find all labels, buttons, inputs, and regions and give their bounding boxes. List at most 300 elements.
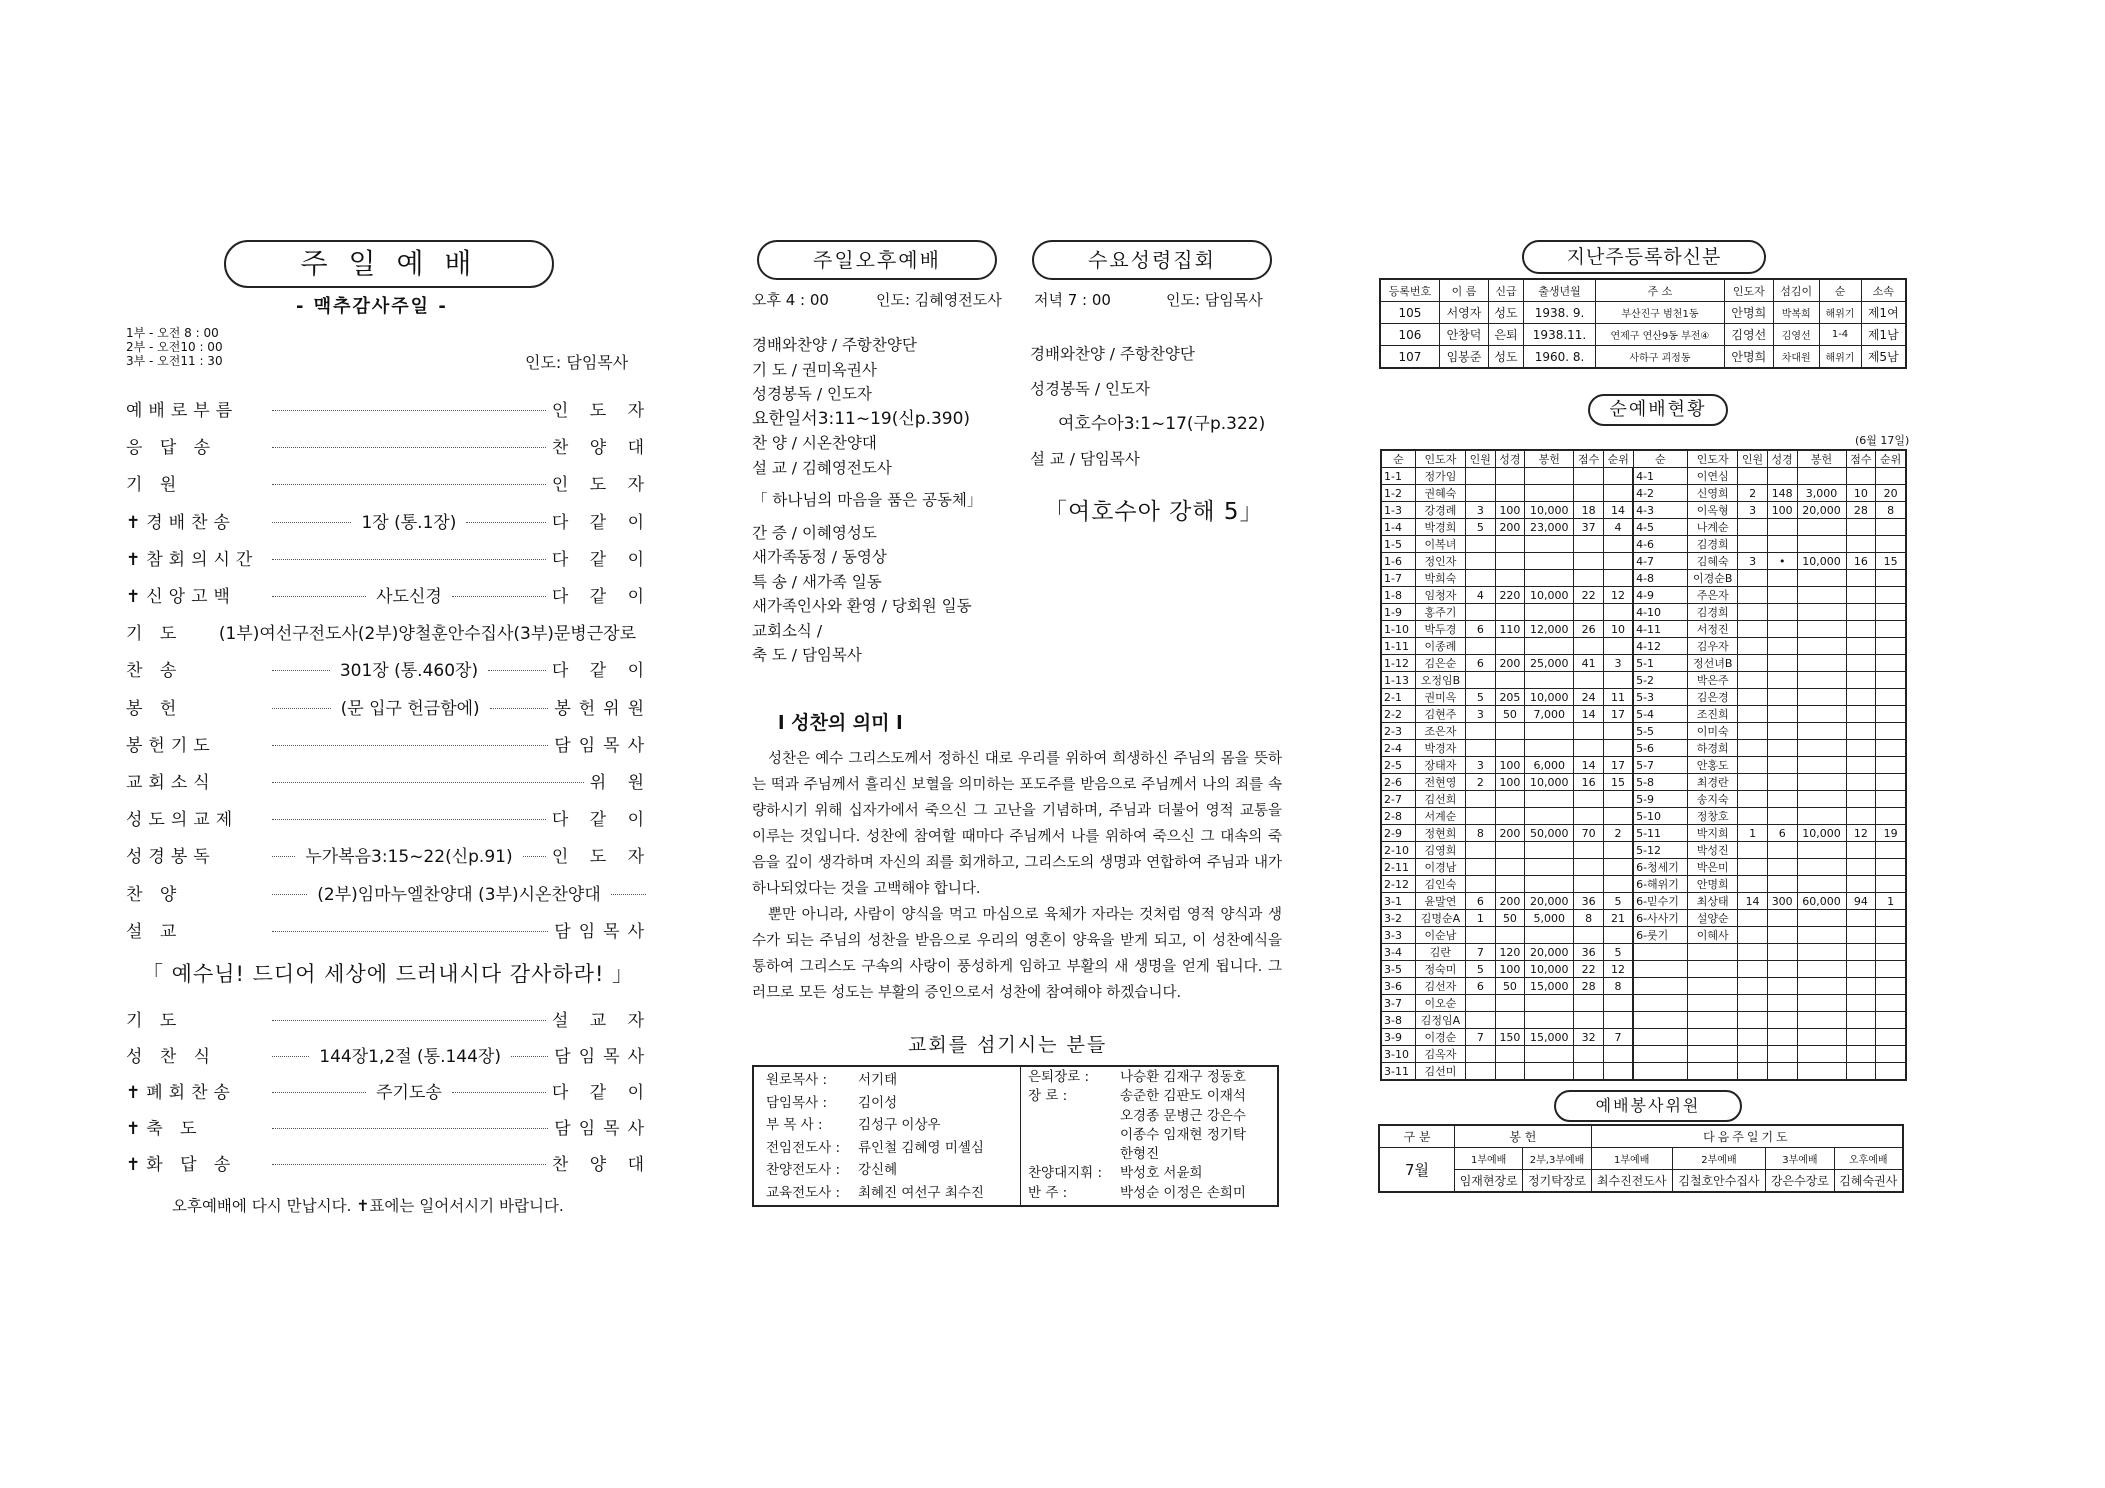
table-cell: [1525, 927, 1574, 944]
table-cell: 12,000: [1525, 621, 1574, 638]
servant-names: 송준한 김판도 이재석: [1120, 1088, 1246, 1105]
table-cell: [1603, 553, 1633, 570]
table-cell: 50: [1495, 978, 1525, 995]
table-cell: 100: [1495, 774, 1525, 791]
attendance-header: 인도자: [1415, 450, 1465, 468]
attendance-header: 인원: [1738, 450, 1768, 468]
table-cell: 1938. 9.: [1523, 302, 1595, 324]
dot-leader: [452, 1092, 546, 1093]
table-cell: 6-룻기: [1633, 927, 1688, 944]
table-cell: 3-6: [1381, 978, 1415, 995]
servant-role: 장 로 :: [1028, 1088, 1068, 1105]
table-cell: [1574, 842, 1604, 859]
table-cell: [1574, 485, 1604, 502]
table-cell: [1574, 468, 1604, 485]
table-cell: [1574, 859, 1604, 876]
table-cell: 김명순A: [1415, 910, 1465, 927]
table-cell: 2: [1738, 485, 1768, 502]
table-cell: [1767, 791, 1797, 808]
table-cell: [1603, 468, 1633, 485]
attendance-header: 인원: [1466, 450, 1496, 468]
table-cell: [1466, 672, 1496, 689]
table-cell: [1738, 978, 1768, 995]
table-cell: [1797, 468, 1846, 485]
table-cell: 김우자: [1688, 638, 1738, 655]
table-cell: 1: [1876, 893, 1906, 910]
table-cell: [1767, 1012, 1797, 1029]
table-cell: 오정임B: [1415, 672, 1465, 689]
attendance-header: 성경: [1495, 450, 1525, 468]
table-row: [1381, 553, 1906, 570]
table-cell: 김인숙: [1415, 876, 1465, 893]
table-row: [1381, 638, 1906, 655]
main-service-subtitle: - 맥추감사주일 -: [296, 296, 448, 317]
newcomers-header: 이 름: [1439, 279, 1488, 302]
table-row: [1381, 485, 1906, 502]
table-cell: [1495, 859, 1525, 876]
table-cell: 1-1: [1381, 468, 1415, 485]
table-cell: 25,000: [1525, 655, 1574, 672]
table-cell: [1466, 604, 1496, 621]
order-responsible: 다 같 이: [551, 587, 652, 607]
table-cell: 김정임A: [1415, 1012, 1465, 1029]
order-row: [126, 805, 652, 830]
order-detail: 주기도송: [376, 1083, 442, 1103]
table-cell: [1466, 1063, 1496, 1081]
table-cell: [1797, 519, 1846, 536]
table-cell: [1767, 604, 1797, 621]
table-cell: 해위기: [1819, 346, 1861, 369]
table-cell: 박경희: [1415, 519, 1465, 536]
table-cell: [1495, 1046, 1525, 1063]
table-cell: 15: [1876, 553, 1906, 570]
table-cell: [1797, 672, 1846, 689]
afternoon-line: 설 교 / 김혜영전도사: [752, 458, 892, 477]
table-row: [1381, 876, 1906, 893]
order-row: [126, 656, 652, 681]
table-cell: 3,000: [1797, 485, 1846, 502]
servants-title: 교회를 섬기시는 분들: [908, 1034, 1108, 1056]
order-row: [126, 433, 652, 458]
table-cell: [1767, 672, 1797, 689]
table-cell: 106: [1380, 324, 1439, 346]
table-cell: [1574, 570, 1604, 587]
table-cell: 20,000: [1797, 502, 1846, 519]
table-cell: [1738, 1012, 1768, 1029]
table-cell: 송지숙: [1688, 791, 1738, 808]
order-label: 성도의교제: [126, 810, 239, 831]
table-cell: [1603, 723, 1633, 740]
table-cell: 20,000: [1525, 893, 1574, 910]
volunteers-sub: 1부예배: [1455, 1148, 1523, 1170]
servant-role: 찬양대지휘 :: [1028, 1165, 1103, 1182]
order-row: [126, 1006, 652, 1031]
order-row: [126, 842, 652, 867]
table-row: [1381, 655, 1906, 672]
afternoon-time: 오후 4 : 00: [752, 291, 829, 309]
table-cell: 3: [1738, 553, 1768, 570]
table-cell: [1797, 655, 1846, 672]
table-cell: 해위기: [1819, 302, 1861, 324]
table-cell: [1738, 808, 1768, 825]
table-cell: [1495, 808, 1525, 825]
table-cell: [1603, 995, 1633, 1012]
dot-leader: [272, 782, 584, 783]
table-cell: [1797, 706, 1846, 723]
table-row: [1381, 774, 1906, 791]
table-cell: [1738, 604, 1768, 621]
table-cell: [1797, 536, 1846, 553]
order-responsible: 담임목사: [554, 1047, 652, 1067]
table-cell: 7: [1466, 944, 1496, 961]
table-cell: [1797, 859, 1846, 876]
table-row: [1381, 893, 1906, 910]
table-cell: [1525, 570, 1574, 587]
table-cell: 윤말연: [1415, 893, 1465, 910]
table-cell: [1846, 1029, 1876, 1046]
table-cell: 안명희: [1688, 876, 1738, 893]
table-cell: 박경자: [1415, 740, 1465, 757]
table-cell: 4-3: [1633, 502, 1688, 519]
table-cell: 홍주기: [1415, 604, 1465, 621]
table-cell: 김란: [1415, 944, 1465, 961]
table-cell: 10,000: [1525, 774, 1574, 791]
table-cell: 2-12: [1381, 876, 1415, 893]
table-row: [1381, 757, 1906, 774]
table-cell: 5: [1466, 961, 1496, 978]
table-cell: [1574, 723, 1604, 740]
afternoon-line: 경배와찬양 / 주항찬양단: [752, 336, 917, 354]
table-cell: 2: [1466, 774, 1496, 791]
table-cell: 5-1: [1633, 655, 1688, 672]
table-cell: [1603, 638, 1633, 655]
table-cell: [1525, 1046, 1574, 1063]
table-cell: [1495, 553, 1525, 570]
main-service-title: 주 일 예 배: [300, 247, 478, 280]
table-row: [1381, 944, 1906, 961]
table-cell: 3-4: [1381, 944, 1415, 961]
table-cell: [1525, 536, 1574, 553]
table-cell: 60,000: [1797, 893, 1846, 910]
table-cell: [1525, 1012, 1574, 1029]
table-cell: [1876, 791, 1906, 808]
afternoon-line: 새가족동정 / 동영상: [752, 548, 887, 566]
table-cell: [1846, 910, 1876, 927]
table-cell: 11: [1603, 689, 1633, 706]
order-row: [126, 768, 652, 793]
wednesday-line: 성경봉독 / 인도자: [1030, 380, 1150, 398]
table-cell: 18: [1574, 502, 1604, 519]
table-cell: [1525, 995, 1574, 1012]
table-cell: [1767, 536, 1797, 553]
volunteers-title: 예배봉사위원: [1595, 1096, 1701, 1115]
newcomers-header: 소속: [1861, 279, 1906, 302]
order-responsible: 찬 양 대: [551, 438, 652, 459]
table-cell: 6: [1466, 978, 1496, 995]
order-label: 찬 양: [126, 884, 183, 905]
servant-line: [1028, 1087, 1246, 1106]
table-cell: [1876, 1029, 1906, 1046]
table-cell: 5-10: [1633, 808, 1688, 825]
table-cell: [1495, 995, 1525, 1012]
table-cell: 150: [1495, 1029, 1525, 1046]
table-cell: 김은순: [1415, 655, 1465, 672]
table-cell: [1797, 1029, 1846, 1046]
order-detail: (1부)여선구전도사(2부)양철훈안수집사(3부)문병근장로: [218, 624, 636, 645]
table-cell: [1633, 1029, 1688, 1046]
table-cell: [1767, 842, 1797, 859]
table-cell: 정창호: [1688, 808, 1738, 825]
table-cell: [1688, 1029, 1738, 1046]
servant-role: 반 주 :: [1028, 1184, 1068, 1201]
servants-box: [752, 1065, 1279, 1207]
dot-leader: [272, 894, 307, 895]
table-cell: [1797, 587, 1846, 604]
table-cell: [1688, 995, 1738, 1012]
dot-leader: [272, 1128, 548, 1129]
order-detail: (2부)임마누엘찬양대 (3부)시온찬양대: [317, 884, 601, 905]
table-cell: [1767, 978, 1797, 995]
order-label: 기 도: [126, 624, 183, 645]
table-cell: 7: [1603, 1029, 1633, 1046]
table-cell: [1876, 638, 1906, 655]
table-cell: [1738, 927, 1768, 944]
table-cell: 10,000: [1525, 961, 1574, 978]
table-cell: 10,000: [1525, 689, 1574, 706]
order-responsible: 인 도 자: [551, 475, 652, 496]
dot-leader: [466, 522, 545, 523]
table-cell: 5-9: [1633, 791, 1688, 808]
servant-role: 담임목사 :: [766, 1094, 828, 1111]
service-time-3: 3부 - 오전11 : 30: [126, 354, 223, 368]
order-label: 교회소식: [126, 773, 216, 793]
table-cell: 3-1: [1381, 893, 1415, 910]
table-cell: 1938.11.: [1523, 324, 1595, 346]
table-cell: 21: [1603, 910, 1633, 927]
table-cell: [1738, 1046, 1768, 1063]
servant-line: [766, 1069, 984, 1092]
afternoon-service-title-box: [757, 240, 997, 280]
table-cell: [1876, 757, 1906, 774]
table-cell: 12: [1603, 961, 1633, 978]
order-row: [126, 1042, 652, 1067]
servant-names: 강신혜: [858, 1162, 898, 1178]
table-cell: 50: [1495, 706, 1525, 723]
table-cell: [1876, 536, 1906, 553]
table-cell: [1846, 961, 1876, 978]
order-label: 응 답 송: [126, 438, 217, 459]
table-cell: [1876, 944, 1906, 961]
attendance-header-row: [1381, 450, 1906, 468]
table-cell: 3-7: [1381, 995, 1415, 1012]
table-cell: [1846, 468, 1876, 485]
table-cell: [1603, 740, 1633, 757]
attendance-title: 순예배현황: [1609, 399, 1707, 420]
table-cell: [1846, 757, 1876, 774]
dot-leader: [272, 522, 351, 523]
table-cell: [1466, 859, 1496, 876]
volunteers-month: 7월: [1379, 1148, 1455, 1193]
table-cell: [1846, 995, 1876, 1012]
table-cell: 23,000: [1525, 519, 1574, 536]
volunteers-title-box: [1554, 1090, 1742, 1122]
table-cell: [1797, 1063, 1846, 1081]
table-cell: [1525, 876, 1574, 893]
newcomers-header: 신급: [1489, 279, 1524, 302]
table-cell: 6: [1466, 893, 1496, 910]
wednesday-line: 설 교 / 담임목사: [1030, 450, 1140, 468]
table-cell: 전현영: [1415, 774, 1465, 791]
table-cell: [1846, 706, 1876, 723]
attendance-header: 점수: [1574, 450, 1604, 468]
table-cell: [1767, 655, 1797, 672]
table-cell: [1876, 927, 1906, 944]
table-cell: [1738, 842, 1768, 859]
table-cell: 5-7: [1633, 757, 1688, 774]
table-row: [1381, 910, 1906, 927]
table-cell: 15,000: [1525, 978, 1574, 995]
table-cell: [1876, 978, 1906, 995]
table-cell: 4: [1466, 587, 1496, 604]
table-cell: 2: [1603, 825, 1633, 842]
table-cell: 22: [1574, 587, 1604, 604]
table-cell: 3-5: [1381, 961, 1415, 978]
table-cell: 3-9: [1381, 1029, 1415, 1046]
table-row: [1381, 1029, 1906, 1046]
table-cell: 은퇴: [1489, 324, 1524, 346]
order-label: ✝화 답 송: [126, 1155, 237, 1175]
afternoon-line: 새가족인사와 환영 / 당회원 일동: [752, 597, 972, 615]
table-cell: 김선자: [1415, 978, 1465, 995]
servant-names: 한형진: [1120, 1146, 1160, 1163]
table-cell: [1466, 740, 1496, 757]
table-cell: 김경희: [1688, 604, 1738, 621]
table-cell: [1466, 876, 1496, 893]
table-cell: 2-9: [1381, 825, 1415, 842]
servant-line: [1028, 1145, 1246, 1164]
volunteers-sub: 2부,3부예배: [1523, 1148, 1591, 1170]
dot-leader: [272, 484, 546, 485]
table-cell: 김선미: [1415, 1063, 1465, 1081]
table-cell: 94: [1846, 893, 1876, 910]
table-cell: [1876, 655, 1906, 672]
attendance-table: [1380, 449, 1907, 1081]
order-detail: 144장1,2절 (통.144장): [319, 1047, 501, 1067]
table-row: [1381, 825, 1906, 842]
table-cell: 50,000: [1525, 825, 1574, 842]
table-cell: [1767, 995, 1797, 1012]
table-cell: 4-8: [1633, 570, 1688, 587]
afternoon-line: 찬 양 / 시온찬양대: [752, 434, 877, 452]
table-cell: 1-11: [1381, 638, 1415, 655]
table-cell: [1495, 842, 1525, 859]
table-cell: 정선녀B: [1688, 655, 1738, 672]
table-cell: 2-2: [1381, 706, 1415, 723]
table-cell: 2-4: [1381, 740, 1415, 757]
table-cell: 안홍도: [1688, 757, 1738, 774]
table-cell: 하경희: [1688, 740, 1738, 757]
table-cell: 14: [1603, 502, 1633, 519]
table-cell: 4-7: [1633, 553, 1688, 570]
table-cell: 3: [1738, 502, 1768, 519]
table-cell: 권혜숙: [1415, 485, 1465, 502]
table-cell: [1495, 468, 1525, 485]
table-cell: [1876, 621, 1906, 638]
table-cell: [1876, 706, 1906, 723]
table-cell: [1876, 910, 1906, 927]
table-cell: 박은미: [1688, 859, 1738, 876]
table-row: [1381, 689, 1906, 706]
table-cell: 220: [1495, 587, 1525, 604]
table-cell: 권미옥: [1415, 689, 1465, 706]
order-label: 성 찬 식: [126, 1047, 217, 1067]
attendance-header: 순위: [1876, 450, 1906, 468]
volunteer-name: 강은수장로: [1766, 1170, 1834, 1193]
table-cell: [1846, 638, 1876, 655]
table-cell: [1525, 791, 1574, 808]
table-cell: 200: [1495, 893, 1525, 910]
table-cell: [1738, 621, 1768, 638]
table-cell: 박두경: [1415, 621, 1465, 638]
table-cell: [1633, 1046, 1688, 1063]
table-cell: 6-믿수기: [1633, 893, 1688, 910]
table-cell: 4-11: [1633, 621, 1688, 638]
afternoon-line: 요한일서3:11~19(신p.390): [752, 408, 971, 429]
table-cell: 20,000: [1525, 944, 1574, 961]
table-row: [1381, 1063, 1906, 1081]
table-cell: 2-6: [1381, 774, 1415, 791]
attendance-header: 봉헌: [1797, 450, 1846, 468]
newcomers-title-box: [1522, 240, 1766, 274]
table-cell: 김영희: [1415, 842, 1465, 859]
table-cell: [1495, 723, 1525, 740]
sermon-title: 「 예수님! 드디어 세상에 드러내시다 감사하라! 」: [142, 962, 635, 986]
servants-left: [766, 1069, 984, 1204]
table-cell: 10,000: [1797, 825, 1846, 842]
table-cell: [1603, 927, 1633, 944]
dot-leader: [272, 745, 548, 746]
table-cell: [1738, 859, 1768, 876]
servant-names: 박성호 서윤희: [1120, 1165, 1203, 1182]
newcomers-header: 주 소: [1596, 279, 1725, 302]
table-cell: [1738, 1029, 1768, 1046]
dot-leader: [272, 670, 330, 671]
table-cell: 7: [1466, 1029, 1496, 1046]
order-row: [126, 545, 652, 570]
table-row: [1381, 961, 1906, 978]
order-responsible: 인 도 자: [551, 847, 652, 868]
table-cell: [1574, 808, 1604, 825]
volunteers-sub: 1부예배: [1591, 1148, 1672, 1170]
table-cell: 성도: [1489, 302, 1524, 324]
servant-names: 최혜진 여선구 최수진: [858, 1184, 984, 1201]
table-cell: [1688, 1012, 1738, 1029]
table-cell: 1-2: [1381, 485, 1415, 502]
newcomers-header-row: [1380, 279, 1906, 302]
table-row: [1381, 706, 1906, 723]
table-cell: 17: [1603, 706, 1633, 723]
table-cell: 4-2: [1633, 485, 1688, 502]
table-row: [1380, 302, 1906, 324]
order-detail: 사도신경: [376, 587, 442, 607]
table-cell: 15: [1603, 774, 1633, 791]
table-cell: [1797, 978, 1846, 995]
table-cell: 이복녀: [1415, 536, 1465, 553]
table-cell: [1876, 587, 1906, 604]
table-cell: [1466, 808, 1496, 825]
table-cell: [1466, 570, 1496, 587]
order-row: [126, 880, 652, 905]
